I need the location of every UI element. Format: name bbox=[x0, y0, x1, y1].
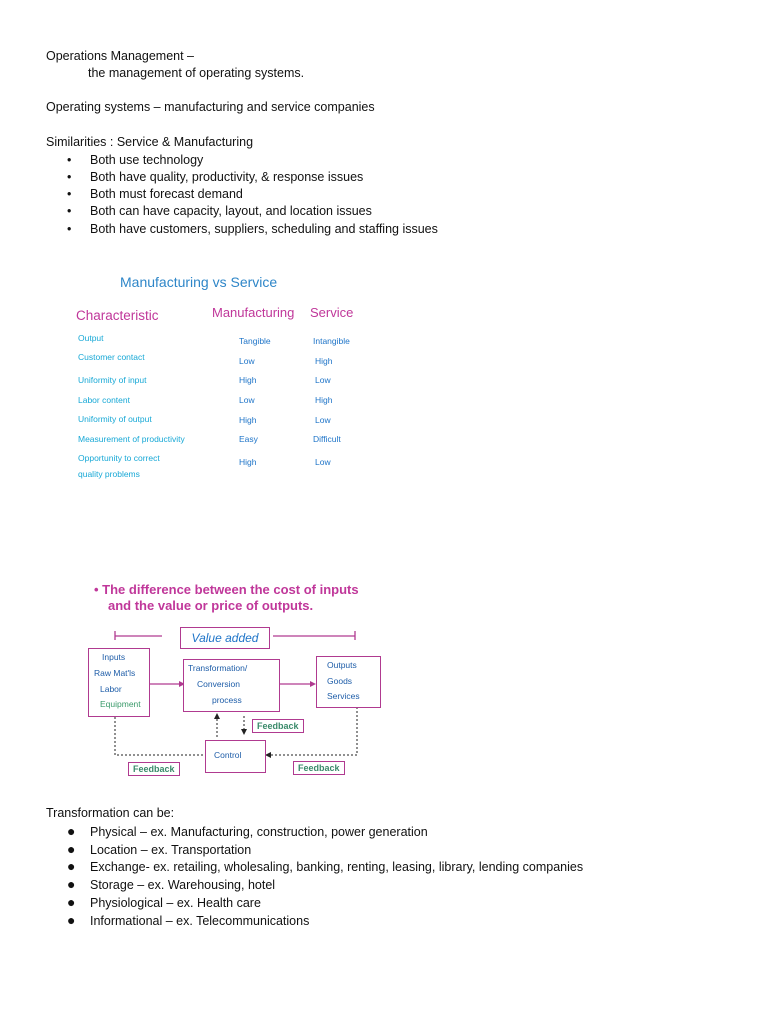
row-manufacturing: High bbox=[239, 457, 257, 467]
comparison-title: Manufacturing vs Service bbox=[120, 274, 278, 290]
definition-text: the management of operating systems. bbox=[88, 66, 305, 80]
row-characteristic: Customer contact bbox=[78, 352, 145, 362]
header-service: Service bbox=[310, 305, 354, 320]
row-service: Intangible bbox=[313, 336, 350, 346]
heading-operations-management: Operations Management – bbox=[46, 49, 195, 63]
row-service: Low bbox=[315, 375, 331, 385]
row-manufacturing: Low bbox=[239, 395, 255, 405]
similarity-item: • Both can have capacity, layout, and location issues bbox=[67, 204, 372, 218]
row-characteristic: Opportunity to correct bbox=[78, 453, 160, 463]
equipment-label: Equipment bbox=[100, 699, 141, 709]
row-characteristic: Uniformity of output bbox=[78, 414, 152, 424]
bullet-icon: ● bbox=[67, 894, 76, 910]
control-label: Control bbox=[214, 750, 242, 760]
similarities-heading: Similarities : Service & Manufacturing bbox=[46, 135, 254, 149]
row-service: Difficult bbox=[313, 434, 341, 444]
similarity-item: • Both use technology bbox=[67, 153, 204, 167]
feedback-label-right: Feedback bbox=[293, 761, 345, 775]
row-manufacturing: High bbox=[239, 375, 257, 385]
transformation-heading: Transformation can be: bbox=[46, 806, 175, 820]
transformation-item: ● Storage – ex. Warehousing, hotel bbox=[67, 876, 276, 892]
bullet-icon: ● bbox=[67, 841, 76, 857]
row-service: High bbox=[315, 395, 333, 405]
value-added-bullet: • The difference between the cost of inputs and the value or price of outputs. bbox=[94, 582, 359, 613]
outputs-label: Outputs bbox=[327, 660, 357, 670]
row-characteristic: Output bbox=[78, 333, 104, 343]
conversion-label: Conversion bbox=[197, 679, 240, 689]
bullet-icon: • bbox=[67, 222, 72, 236]
transformation-label: Transformation/ bbox=[188, 663, 248, 673]
row-manufacturing: Low bbox=[239, 356, 255, 366]
row-manufacturing: Tangible bbox=[239, 336, 271, 346]
header-manufacturing: Manufacturing bbox=[212, 305, 295, 320]
row-service: High bbox=[315, 356, 333, 366]
similarity-item: • Both have quality, productivity, & response issues bbox=[67, 170, 364, 184]
feedback-label-top: Feedback bbox=[252, 719, 304, 733]
transformation-item: ● Physiological – ex. Health care bbox=[67, 894, 261, 910]
row-manufacturing: High bbox=[239, 415, 257, 425]
bullet-icon: • bbox=[67, 170, 72, 184]
bullet-icon: ● bbox=[67, 912, 76, 928]
transformation-item: ● Exchange- ex. retailing, wholesaling, banking, renting, leasing, library, lending companies bbox=[67, 858, 584, 874]
transformation-item: ● Physical – ex. Manufacturing, construction, power generation bbox=[67, 823, 428, 839]
row-characteristic-line2: quality problems bbox=[78, 469, 140, 479]
similarity-item: • Both must forecast demand bbox=[67, 187, 243, 201]
inputs-label: Inputs bbox=[102, 652, 126, 662]
process-label: process bbox=[212, 695, 242, 705]
services-label: Services bbox=[327, 691, 360, 701]
transformation-item: ● Location – ex. Transportation bbox=[67, 841, 252, 857]
bullet-icon: • bbox=[67, 187, 72, 201]
row-service: Low bbox=[315, 415, 331, 425]
raw-materials-label: Raw Mat'ls bbox=[94, 668, 136, 678]
bullet-icon: • bbox=[67, 204, 72, 218]
row-characteristic: Labor content bbox=[78, 395, 130, 405]
feedback-label-left: Feedback bbox=[128, 762, 180, 776]
value-added-label: Value added bbox=[180, 627, 270, 649]
similarity-item: • Both have customers, suppliers, scheduling and staffing issues bbox=[67, 222, 438, 236]
transformation-item: ● Informational – ex. Telecommunications bbox=[67, 912, 310, 928]
bullet-icon: ● bbox=[67, 876, 76, 892]
labor-label: Labor bbox=[100, 684, 122, 694]
bullet-icon: • bbox=[94, 582, 103, 597]
goods-label: Goods bbox=[327, 676, 353, 686]
row-service: Low bbox=[315, 457, 331, 467]
bullet-icon: • bbox=[67, 153, 72, 167]
row-characteristic: Uniformity of input bbox=[78, 375, 147, 385]
row-characteristic: Measurement of productivity bbox=[78, 434, 185, 444]
operating-systems-text: Operating systems – manufacturing and service companies bbox=[46, 100, 375, 114]
bullet-icon: ● bbox=[67, 858, 76, 874]
bullet-icon: ● bbox=[67, 823, 76, 839]
row-manufacturing: Easy bbox=[239, 434, 258, 444]
header-characteristic: Characteristic bbox=[76, 308, 159, 323]
